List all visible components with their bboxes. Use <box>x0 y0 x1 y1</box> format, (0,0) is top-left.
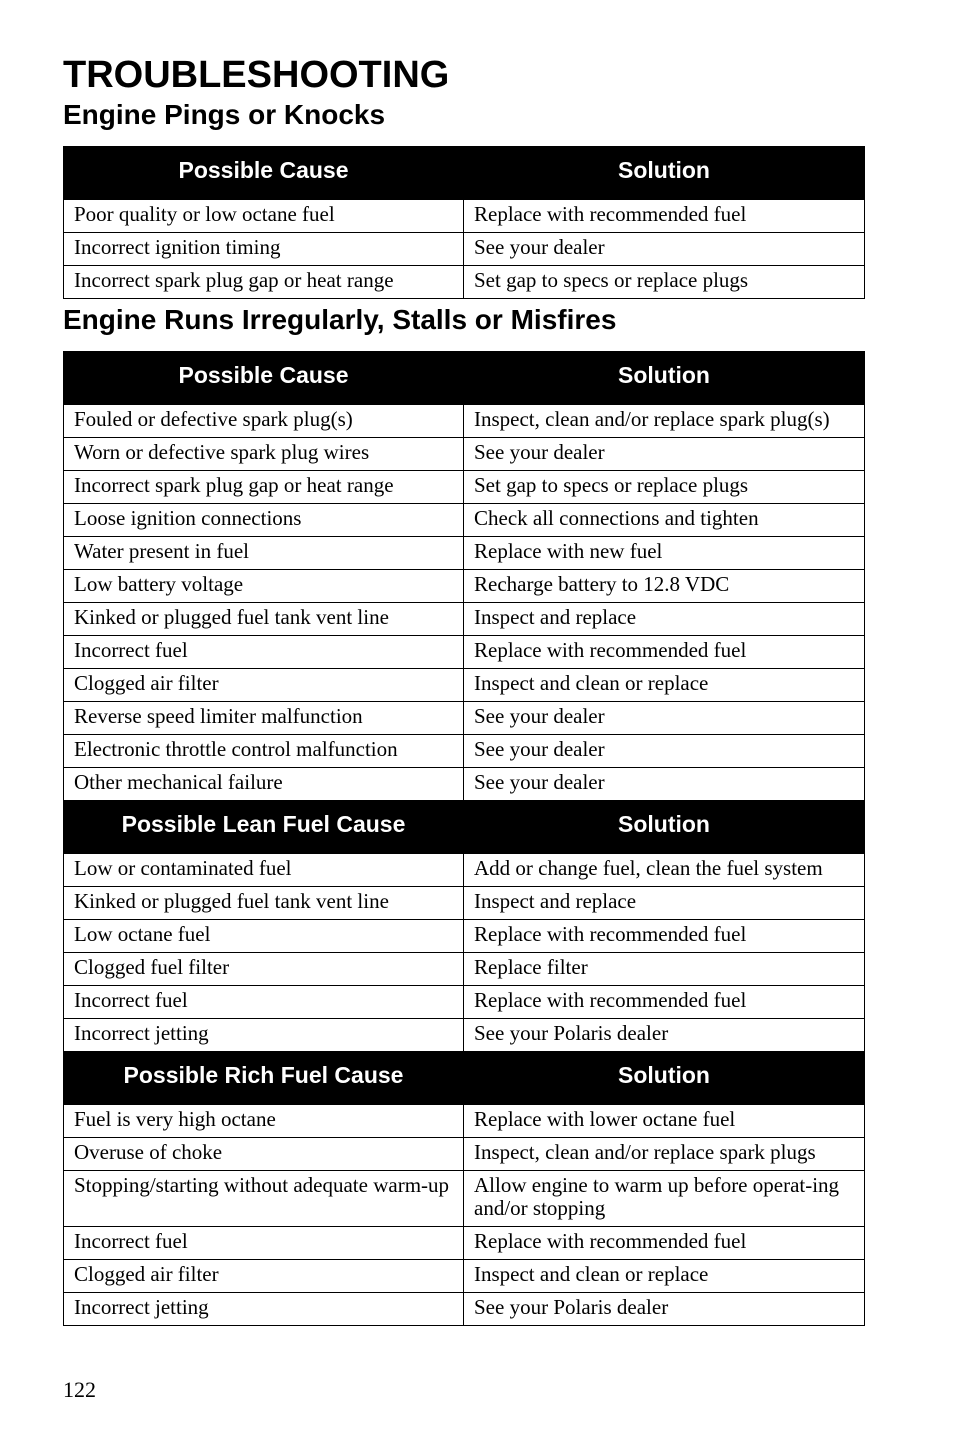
solution-cell: See your dealer <box>464 438 865 471</box>
page-number: 122 <box>63 1377 96 1402</box>
cause-cell: Incorrect jetting <box>64 1019 464 1052</box>
cause-cell: Low battery voltage <box>64 570 464 603</box>
solution-cell: See your dealer <box>464 702 865 735</box>
table-row <box>64 471 865 504</box>
solution-cell: Replace with recommended fuel <box>464 986 865 1019</box>
table-row <box>64 537 865 570</box>
solution-cell: Set gap to specs or replace plugs <box>464 266 865 299</box>
cause-cell: Kinked or plugged fuel tank vent line <box>64 887 464 920</box>
cause-cell: Incorrect spark plug gap or heat range <box>64 471 464 504</box>
solution-cell: Replace with new fuel <box>464 537 865 570</box>
cause-cell: Incorrect fuel <box>64 636 464 669</box>
table-row <box>64 986 865 1019</box>
solution-cell: See your Polaris dealer <box>464 1293 865 1326</box>
table-row <box>64 735 865 768</box>
page-title: TROUBLESHOOTING <box>63 54 450 96</box>
cause-cell: Kinked or plugged fuel tank vent line <box>64 603 464 636</box>
cause-cell: Loose ignition connections <box>64 504 464 537</box>
cause-cell: Worn or defective spark plug wires <box>64 438 464 471</box>
engine-runs-irregularly-table <box>63 351 865 1326</box>
table-row <box>64 200 865 233</box>
table-row <box>64 1105 865 1138</box>
solution-cell: Inspect and clean or replace <box>464 1260 865 1293</box>
cause-cell: Electronic throttle control malfunction <box>64 735 464 768</box>
header-solution: Solution <box>464 1052 865 1105</box>
header-solution: Solution <box>464 801 865 854</box>
cause-cell: Incorrect fuel <box>64 1227 464 1260</box>
table-header-row <box>64 801 865 854</box>
cause-cell: Clogged fuel filter <box>64 953 464 986</box>
table-row <box>64 1293 865 1326</box>
cause-cell: Low octane fuel <box>64 920 464 953</box>
solution-cell: Inspect, clean and/or replace spark plug(s) <box>464 405 865 438</box>
cause-cell: Poor quality or low octane fuel <box>64 200 464 233</box>
table-row <box>64 438 865 471</box>
cause-cell: Overuse of choke <box>64 1138 464 1171</box>
cause-cell: Clogged air filter <box>64 1260 464 1293</box>
solution-cell: Inspect and replace <box>464 887 865 920</box>
header-cause: Possible Cause <box>64 147 464 200</box>
header-cause: Possible Cause <box>64 352 464 405</box>
solution-cell: Replace with lower octane fuel <box>464 1105 865 1138</box>
solution-cell: Replace with recommended fuel <box>464 920 865 953</box>
cause-cell: Low or contaminated fuel <box>64 854 464 887</box>
solution-cell: Inspect and replace <box>464 603 865 636</box>
section-title-engine-runs-irregularly: Engine Runs Irregularly, Stalls or Misfires <box>63 304 617 335</box>
solution-cell: Recharge battery to 12.8 VDC <box>464 570 865 603</box>
solution-cell: Replace with recommended fuel <box>464 1227 865 1260</box>
table-row <box>64 1171 865 1227</box>
table-row <box>64 405 865 438</box>
table-row <box>64 768 865 801</box>
solution-cell: Replace with recommended fuel <box>464 200 865 233</box>
table-row <box>64 854 865 887</box>
solution-cell: See your Polaris dealer <box>464 1019 865 1052</box>
solution-cell: Add or change fuel, clean the fuel system <box>464 854 865 887</box>
table-row <box>64 1019 865 1052</box>
solution-cell: Replace filter <box>464 953 865 986</box>
solution-cell: Set gap to specs or replace plugs <box>464 471 865 504</box>
table-header-row <box>64 1052 865 1105</box>
cause-cell: Stopping/starting without adequate warm-up <box>64 1171 464 1227</box>
table-row <box>64 266 865 299</box>
header-lean-fuel-cause: Possible Lean Fuel Cause <box>64 801 464 854</box>
cause-cell: Reverse speed limiter malfunction <box>64 702 464 735</box>
table-row <box>64 1227 865 1260</box>
table-row <box>64 953 865 986</box>
header-solution: Solution <box>464 147 865 200</box>
solution-cell: Check all connections and tighten <box>464 504 865 537</box>
cause-cell: Incorrect jetting <box>64 1293 464 1326</box>
solution-cell: Inspect, clean and/or replace spark plugs <box>464 1138 865 1171</box>
table-row <box>64 603 865 636</box>
table-row <box>64 920 865 953</box>
table-header-row <box>64 147 865 200</box>
table-row <box>64 233 865 266</box>
table-row <box>64 887 865 920</box>
table-row <box>64 570 865 603</box>
cause-cell: Incorrect spark plug gap or heat range <box>64 266 464 299</box>
table-row <box>64 1138 865 1171</box>
cause-cell: Fouled or defective spark plug(s) <box>64 405 464 438</box>
cause-cell: Incorrect fuel <box>64 986 464 1019</box>
cause-cell: Fuel is very high octane <box>64 1105 464 1138</box>
table-row <box>64 636 865 669</box>
cause-cell: Other mechanical failure <box>64 768 464 801</box>
table-row <box>64 702 865 735</box>
solution-cell: Replace with recommended fuel <box>464 636 865 669</box>
table-header-row <box>64 352 865 405</box>
table-row <box>64 504 865 537</box>
section-title-engine-pings: Engine Pings or Knocks <box>63 99 386 130</box>
table-row <box>64 669 865 702</box>
header-rich-fuel-cause: Possible Rich Fuel Cause <box>64 1052 464 1105</box>
solution-cell: Inspect and clean or replace <box>464 669 865 702</box>
solution-cell: See your dealer <box>464 735 865 768</box>
cause-cell: Clogged air filter <box>64 669 464 702</box>
solution-cell: See your dealer <box>464 233 865 266</box>
engine-pings-table <box>63 146 865 299</box>
table-row <box>64 1260 865 1293</box>
solution-cell: Allow engine to warm up before operat-ing and/or stopping <box>464 1171 865 1227</box>
header-solution: Solution <box>464 352 865 405</box>
solution-cell: See your dealer <box>464 768 865 801</box>
cause-cell: Water present in fuel <box>64 537 464 570</box>
cause-cell: Incorrect ignition timing <box>64 233 464 266</box>
